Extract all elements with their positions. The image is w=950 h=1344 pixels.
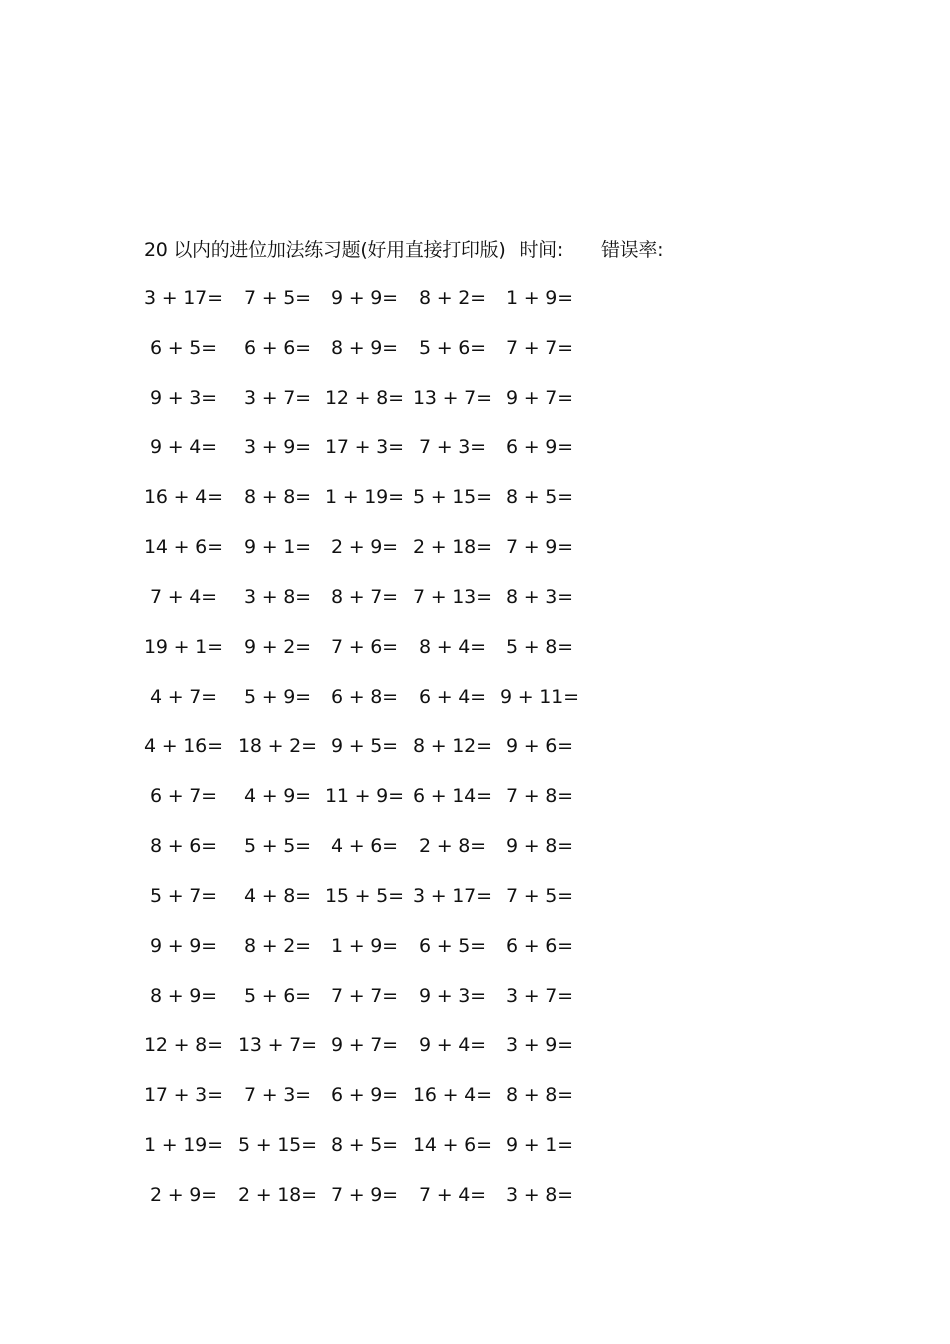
problem-item: 7 + 5= <box>506 884 573 907</box>
problem-item: 9 + 3= <box>419 984 486 1007</box>
problem-row <box>144 782 664 832</box>
problem-row <box>144 433 664 483</box>
problem-item: 9 + 8= <box>506 835 573 858</box>
problem-item: 12 + 8= <box>144 1034 223 1057</box>
error-rate-label: 错误率: <box>600 239 664 261</box>
problem-item: 16 + 4= <box>413 1084 492 1107</box>
problem-item: 8 + 5= <box>331 1134 398 1157</box>
problem-item: 7 + 3= <box>244 1084 311 1107</box>
problem-item: 7 + 9= <box>331 1183 398 1206</box>
problem-item: 2 + 18= <box>413 536 492 559</box>
problem-item: 3 + 7= <box>244 386 311 409</box>
problem-item: 9 + 4= <box>419 1034 486 1057</box>
problem-item: 7 + 13= <box>413 585 492 608</box>
problem-item: 3 + 17= <box>144 287 223 309</box>
problem-item: 9 + 4= <box>150 436 217 459</box>
problem-item: 5 + 15= <box>413 486 492 509</box>
problem-item: 17 + 3= <box>144 1084 223 1107</box>
problem-item: 6 + 9= <box>506 436 573 459</box>
problem-item: 7 + 4= <box>419 1183 486 1206</box>
problem-item: 14 + 6= <box>144 536 223 559</box>
problem-item: 9 + 5= <box>331 735 398 758</box>
problem-item: 14 + 6= <box>413 1134 492 1157</box>
problem-item: 3 + 9= <box>244 436 311 459</box>
problem-item: 1 + 19= <box>144 1134 223 1157</box>
problem-item: 5 + 6= <box>419 336 486 359</box>
problem-item: 12 + 8= <box>325 386 404 409</box>
problem-item: 9 + 1= <box>244 536 311 559</box>
problem-row <box>144 483 664 533</box>
problem-item: 5 + 7= <box>150 884 217 907</box>
problem-item: 1 + 9= <box>506 287 573 309</box>
problem-item: 8 + 2= <box>419 287 486 309</box>
problem-item: 6 + 6= <box>244 336 311 359</box>
problem-item: 7 + 6= <box>331 635 398 658</box>
problem-item: 9 + 3= <box>150 386 217 409</box>
problem-item: 5 + 15= <box>238 1134 317 1157</box>
problem-item: 9 + 7= <box>506 386 573 409</box>
problem-item: 9 + 2= <box>244 635 311 658</box>
problem-row <box>144 1181 664 1231</box>
problem-item: 9 + 6= <box>506 735 573 758</box>
problem-item: 11 + 9= <box>325 785 404 808</box>
problem-item: 3 + 17= <box>413 884 492 907</box>
problem-item: 7 + 7= <box>506 336 573 359</box>
problem-item: 5 + 6= <box>244 984 311 1007</box>
problem-row <box>144 384 664 434</box>
problem-item: 8 + 8= <box>244 486 311 509</box>
problem-row <box>144 732 664 782</box>
problem-item: 4 + 6= <box>331 835 398 858</box>
problem-item: 9 + 11= <box>500 685 579 708</box>
problem-item: 8 + 9= <box>331 336 398 359</box>
problem-item: 5 + 9= <box>244 685 311 708</box>
problem-row <box>144 1031 664 1081</box>
problem-row <box>144 932 664 982</box>
time-label: 时间: <box>519 239 563 261</box>
problem-item: 4 + 16= <box>144 735 223 758</box>
problem-item: 6 + 9= <box>331 1084 398 1107</box>
problem-item: 8 + 2= <box>244 934 311 957</box>
problem-item: 5 + 5= <box>244 835 311 858</box>
problem-item: 13 + 7= <box>238 1034 317 1057</box>
problem-item: 16 + 4= <box>144 486 223 509</box>
problem-row <box>144 683 664 733</box>
problem-row <box>144 832 664 882</box>
problem-item: 7 + 8= <box>506 785 573 808</box>
problem-item: 7 + 3= <box>419 436 486 459</box>
problem-item: 3 + 8= <box>244 585 311 608</box>
problem-item: 7 + 9= <box>506 536 573 559</box>
problem-item: 9 + 9= <box>150 934 217 957</box>
problem-row <box>144 1131 664 1181</box>
worksheet-header <box>144 236 663 264</box>
problem-item: 5 + 8= <box>506 635 573 658</box>
problem-row <box>144 284 664 334</box>
problem-row <box>144 583 664 633</box>
problem-item: 3 + 8= <box>506 1183 573 1206</box>
problem-item: 7 + 4= <box>150 585 217 608</box>
problem-row <box>144 882 664 932</box>
problem-item: 9 + 7= <box>331 1034 398 1057</box>
problem-item: 2 + 18= <box>238 1183 317 1206</box>
worksheet-title: 20 以内的进位加法练习题(好用直接打印版) <box>144 239 506 261</box>
problem-item: 2 + 9= <box>150 1183 217 1206</box>
problem-item: 6 + 7= <box>150 785 217 808</box>
problem-row <box>144 982 664 1032</box>
problem-item: 1 + 19= <box>325 486 404 509</box>
problem-item: 15 + 5= <box>325 884 404 907</box>
problem-row <box>144 533 664 583</box>
problem-item: 8 + 4= <box>419 635 486 658</box>
problem-item: 6 + 6= <box>506 934 573 957</box>
problem-item: 9 + 9= <box>331 287 398 309</box>
problem-item: 7 + 7= <box>331 984 398 1007</box>
problem-item: 4 + 7= <box>150 685 217 708</box>
problem-item: 6 + 5= <box>150 336 217 359</box>
problem-item: 8 + 7= <box>331 585 398 608</box>
problem-item: 3 + 7= <box>506 984 573 1007</box>
problem-item: 6 + 8= <box>331 685 398 708</box>
problem-item: 2 + 9= <box>331 536 398 559</box>
problem-item: 17 + 3= <box>325 436 404 459</box>
problem-item: 8 + 8= <box>506 1084 573 1107</box>
problem-item: 3 + 9= <box>506 1034 573 1057</box>
problem-item: 1 + 9= <box>331 934 398 957</box>
problem-item: 6 + 14= <box>413 785 492 808</box>
problem-row <box>144 334 664 384</box>
problem-item: 8 + 9= <box>150 984 217 1007</box>
problem-item: 19 + 1= <box>144 635 223 658</box>
problem-item: 6 + 4= <box>419 685 486 708</box>
problem-item: 4 + 8= <box>244 884 311 907</box>
problem-item: 18 + 2= <box>238 735 317 758</box>
problem-item: 6 + 5= <box>419 934 486 957</box>
problem-item: 4 + 9= <box>244 785 311 808</box>
problem-item: 13 + 7= <box>413 386 492 409</box>
problem-grid <box>144 284 664 1231</box>
problem-item: 2 + 8= <box>419 835 486 858</box>
problem-item: 7 + 5= <box>244 287 311 309</box>
problem-item: 8 + 6= <box>150 835 217 858</box>
problem-item: 9 + 1= <box>506 1134 573 1157</box>
problem-row <box>144 633 664 683</box>
problem-item: 8 + 5= <box>506 486 573 509</box>
problem-item: 8 + 3= <box>506 585 573 608</box>
problem-item: 8 + 12= <box>413 735 492 758</box>
problem-row <box>144 1081 664 1131</box>
